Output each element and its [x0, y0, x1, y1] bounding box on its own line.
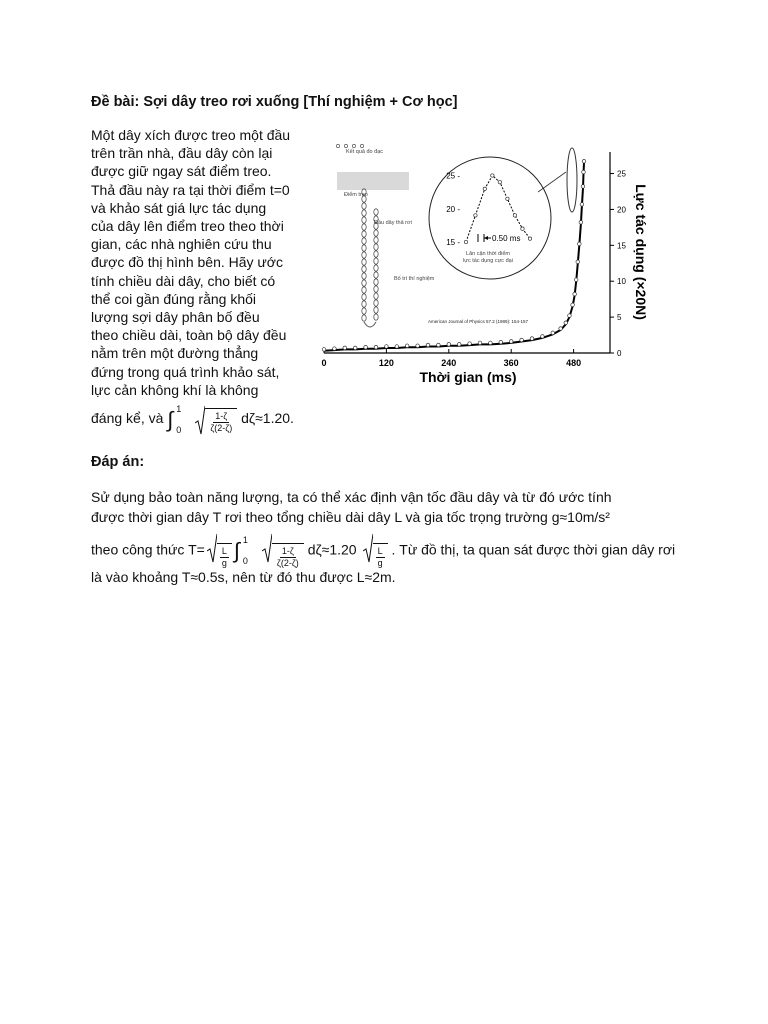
x-axis-label: Thời gian (ms): [419, 369, 517, 385]
y-ticks: [610, 170, 626, 358]
inset-point: [528, 237, 531, 240]
y-axis-label: Lực tác dụng (×20N): [633, 184, 649, 320]
data-point: [578, 242, 582, 246]
chain-link: [374, 272, 378, 278]
label-pivot: Điểm treo: [344, 192, 368, 198]
data-point: [571, 303, 575, 307]
problem-line: nằm trên một đường thẳng: [91, 345, 259, 362]
inset-curve: [466, 176, 530, 243]
chain-link: [374, 230, 378, 236]
data-point: [489, 341, 493, 345]
problem-line: Một dây xích được treo một đầu: [91, 127, 291, 143]
inset-point: [464, 240, 467, 243]
chain-link: [362, 203, 366, 209]
problem-line: của dây lên điểm treo theo thời: [91, 218, 284, 235]
integral-lower: 0: [242, 556, 248, 566]
legend-marker: [352, 144, 355, 147]
problem-last-prefix: đáng kể, và: [91, 410, 168, 427]
problem-line: và khảo sát giá lực tác dụng: [91, 199, 267, 216]
data-point: [395, 345, 399, 349]
data-point: [385, 345, 389, 349]
chain-link: [362, 280, 366, 286]
answer-heading: Đáp án:: [91, 454, 145, 470]
x-ticks: [321, 349, 581, 368]
fraction-l-g: [373, 543, 388, 569]
chain-link: [362, 315, 366, 321]
data-point: [499, 340, 503, 344]
data-point: [564, 321, 568, 325]
x-tick-label: 480: [566, 358, 582, 368]
chain-link: [362, 245, 366, 251]
data-point: [343, 346, 347, 350]
data-point: [364, 345, 368, 349]
ceiling-block: [337, 172, 409, 190]
formula-mid: dζ≈1.20: [307, 541, 357, 558]
y-tick-label: 0: [617, 349, 622, 358]
inset-point: [474, 214, 477, 217]
peak-ellipse: [567, 148, 577, 212]
legend-label: Kết quả đo đạc: [346, 149, 384, 155]
chain-link: [362, 259, 366, 265]
problem-text: [91, 126, 321, 434]
chain-link: [362, 252, 366, 258]
data-point: [520, 338, 524, 342]
answer-text: [91, 487, 691, 587]
inset-point: [491, 174, 494, 177]
data-point: [582, 159, 586, 163]
data-point: [405, 344, 409, 348]
data-point: [581, 185, 585, 189]
data-point: [478, 341, 482, 345]
problem-line: Thả đầu này ra tại thời điểm t=0: [91, 181, 290, 198]
legend-marker: [336, 144, 339, 147]
y-tick-label: 15: [617, 241, 626, 251]
label-free-end: Đầu dây thả rơi: [374, 220, 412, 226]
data-point: [468, 342, 472, 346]
answer-formula-line: [91, 533, 691, 568]
data-point: [374, 345, 378, 349]
force-time-chart: [318, 132, 652, 386]
inset-point: [506, 197, 509, 200]
fraction-denominator: g: [221, 558, 227, 568]
data-point: [576, 260, 580, 264]
chain-link: [374, 265, 378, 271]
problem-line: tính chiều dài dây, cho biết có: [91, 272, 276, 289]
inset-point: [483, 187, 486, 190]
y-tick-label: 20: [617, 205, 626, 215]
inset-scale-bar: [478, 234, 520, 243]
integral-sign: ∫ 1 0: [233, 535, 248, 566]
sqrt-expression: [262, 533, 304, 569]
data-point: [353, 346, 357, 350]
problem-line: được giữ ngay sát điểm treo.: [91, 163, 272, 180]
problem-line: lượng sợi dây phân bố đều: [91, 309, 260, 326]
fraction-denominator: g: [377, 558, 383, 568]
integral-upper: 1: [176, 403, 182, 414]
answer-line: là vào khoảng T≈0.5s, nên từ đó thu được L≈2m.: [91, 569, 396, 585]
problem-last-suffix: dζ≈1.20.: [241, 410, 294, 427]
chain-link: [374, 279, 378, 285]
chain-link: [362, 301, 366, 307]
problem-line: đứng trong quá trình khảo sát,: [91, 363, 280, 380]
data-point: [530, 337, 534, 341]
data-point: [568, 314, 572, 318]
x-tick-label: 120: [378, 358, 394, 368]
y-tick-label: 5: [617, 313, 622, 323]
inset-point: [498, 180, 501, 183]
fraction: [205, 408, 237, 434]
chain-link: [362, 210, 366, 216]
inset-point: [513, 214, 516, 217]
label-setup: Bố trí thí nghiệm: [394, 276, 435, 282]
fraction: [272, 543, 304, 569]
chain-link: [374, 244, 378, 250]
data-point: [582, 170, 586, 174]
experiment-figure: [318, 132, 652, 386]
integral-sign: ∫ 1 0: [167, 403, 182, 435]
data-point: [541, 335, 545, 339]
data-point: [559, 327, 563, 331]
problem-line: được đồ thị hình bên. Hãy ước: [91, 254, 283, 271]
data-point: [457, 343, 461, 347]
chain-link: [362, 231, 366, 237]
fraction-denominator: ζ(2-ζ): [276, 558, 299, 568]
data-point: [574, 278, 578, 282]
x-tick-label: 0: [321, 358, 327, 368]
sqrt-l-over-g: [363, 533, 388, 569]
x-tick-label: 360: [503, 358, 519, 368]
answer-line: Sử dụng bảo toàn năng lượng, ta có thể xác định vận tốc đầu dây và từ đó ước tính: [91, 489, 612, 505]
radical-sign: [363, 533, 373, 563]
y-tick-label: 25: [617, 169, 626, 179]
data-point: [509, 340, 513, 344]
sqrt-expression: [195, 405, 237, 434]
fraction-l-g: [217, 543, 232, 569]
chain-link: [362, 273, 366, 279]
chain-link: [362, 238, 366, 244]
legend-marker: [360, 144, 363, 147]
chain-link: [362, 224, 366, 230]
fraction-numerator: 1-ζ: [215, 411, 228, 422]
chain-link: [362, 287, 366, 293]
inset-caption-2: lực tác dụng cực đại: [463, 258, 513, 264]
problem-line: trên trần nhà, đầu dây còn lại: [91, 145, 273, 162]
fraction-denominator: ζ(2-ζ): [210, 423, 233, 434]
ellipse-connector: [538, 172, 566, 192]
chain-link: [374, 293, 378, 299]
integral-lower: 0: [176, 424, 182, 435]
legend: [336, 144, 383, 155]
data-point: [322, 348, 326, 352]
chain-link: [374, 307, 378, 313]
data-point: [573, 292, 577, 296]
problem-line: gian, các nhà nghiên cứu thu: [91, 236, 272, 253]
data-point: [426, 343, 430, 347]
x-tick-label: 240: [441, 358, 457, 368]
inset-tick-label: 15 -: [446, 238, 460, 247]
sqrt-l-over-g: [207, 533, 232, 569]
problem-line: thể coi gần đúng rằng khối: [91, 290, 257, 307]
chain-link: [374, 300, 378, 306]
inset-tick-label: 20 -: [446, 204, 460, 214]
chain-link: [374, 209, 378, 215]
chain-bottom-loop: [364, 322, 376, 327]
fraction-numerator: L: [377, 546, 383, 556]
legend-markers: [336, 144, 363, 147]
chain-link: [362, 266, 366, 272]
chain-link: [362, 217, 366, 223]
chain-link: [374, 314, 378, 320]
source-citation: American Journal of Physics 57.2 (1989): 154-157: [428, 319, 529, 324]
problem-title: Đề bài: Sợi dây treo rơi xuống [Thí nghiệm + Cơ học]: [91, 94, 458, 110]
inset-caption-1: Lân cận thời điểm: [466, 251, 510, 257]
fraction-numerator: 1-ζ: [281, 546, 294, 556]
inset-scale-label: 0.50 ms: [492, 234, 521, 243]
data-point: [551, 331, 555, 335]
formula-prefix: theo công thức T=: [91, 541, 205, 558]
chain-link: [374, 286, 378, 292]
data-point: [579, 220, 583, 224]
problem-line: theo chiều dài, toàn bộ dây đều: [91, 327, 287, 344]
inset-point: [521, 227, 524, 230]
y-tick-label: 10: [617, 277, 626, 287]
data-point: [580, 203, 584, 207]
fraction-numerator: L: [221, 546, 227, 556]
inset-tick-label: 25 -: [446, 171, 460, 181]
chain-link: [374, 258, 378, 264]
formula-suffix: . Từ đồ thị, ta quan sát được thời gian dây rơi: [391, 541, 676, 558]
chain-fixed-side: [362, 189, 366, 321]
legend-marker: [344, 144, 347, 147]
chain-link: [362, 294, 366, 300]
radical-sign: [207, 533, 217, 563]
chain-link: [374, 237, 378, 243]
answer-line: được thời gian dây T rơi theo tổng chiều dài dây L và gia tốc trọng trường g≈10m/s²: [91, 509, 610, 525]
chain-link: [374, 251, 378, 257]
data-point: [447, 343, 451, 347]
problem-line: lực cản không khí là không: [91, 381, 259, 398]
data-point: [437, 343, 441, 347]
data-point: [333, 347, 337, 351]
chain-link: [362, 308, 366, 314]
problem-last-line: [91, 405, 321, 434]
radical-sign: [195, 405, 205, 435]
inset-y-ticks: [446, 172, 460, 248]
integral-upper: 1: [242, 535, 248, 545]
radical-sign: [262, 533, 272, 563]
data-point: [416, 344, 420, 348]
